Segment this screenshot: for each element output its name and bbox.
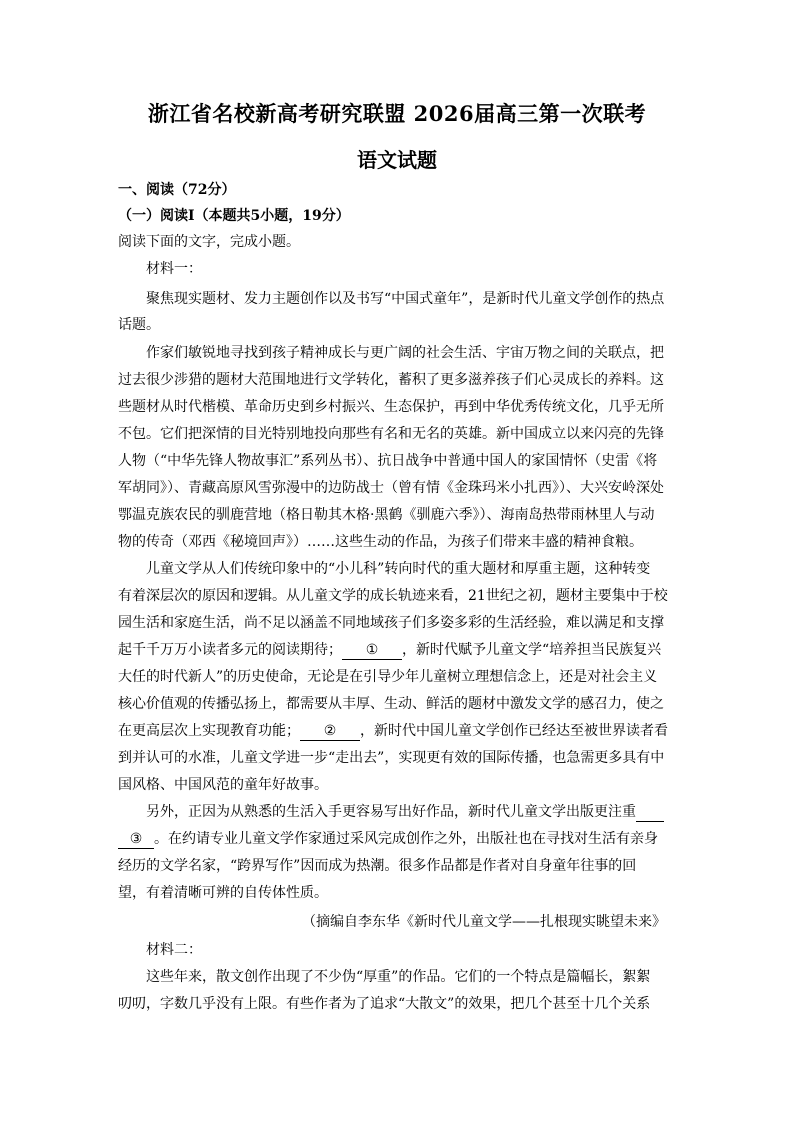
paragraph-line (118, 718, 668, 744)
paragraph-line (146, 799, 664, 825)
paragraph-line: 这些年来，散文创作出现了不少伪“厚重”的作品。它们的一个特点是篇幅长，絮絮 (146, 969, 651, 985)
instruction: 阅读下面的文字，完成小题。 (118, 234, 300, 250)
paragraph-line: 聚焦现实题材、发力主题创作以及书写“中国式童年”，是新时代儿童文学创作的热点 (146, 291, 665, 307)
material-1-label: 材料一： (146, 261, 202, 277)
text-segment: 另外，正因为从熟悉的生活入手更容易写出好作品，新时代儿童文学出版更注重 (146, 804, 636, 820)
paragraph-line: 物的传奇（邓西《秘境回声》）……这些生动的作品，为孩子们带来丰盛的精神食粮。 (118, 534, 643, 550)
paragraph-line (118, 826, 658, 852)
paragraph-line: 望，有着清晰可辨的自传体性质。 (118, 885, 328, 901)
paragraph-line: 作家们敏锐地寻找到孩子精神成长与更广阔的社会生活、宇宙万物之间的关联点，把 (146, 345, 664, 361)
paragraph-line: 过去很少涉猎的题材大范围地进行文学转化，蓄积了更多滋养孩子们心灵成长的养料。这 (118, 372, 664, 388)
paragraph-line: 鄂温克族农民的驯鹿营地（格日勒其木格·黑鹤《驯鹿六季》）、海南岛热带雨林里人与动 (118, 507, 655, 523)
text-segment: 起千千万万小读者多元的阅读期待； (118, 642, 342, 658)
paragraph-line: 国风格、中国风范的童年好故事。 (118, 777, 328, 793)
paragraph-line: 不包。它们把深情的目光特别地投向那些有名和无名的英雄。新中国成立以来闪亮的先锋 (118, 426, 664, 442)
fill-blank-3-start (636, 803, 664, 822)
paragraph-line: 园生活和家庭生活，尚不足以涵盖不同地域孩子们多姿多彩的生活经验，难以满足和支撑 (118, 615, 664, 631)
text-segment: ，新时代赋予儿童文学“培养担当民族复兴 (402, 642, 662, 658)
paragraph-line: 到并认可的水准，儿童文学进一步“走出去”，实现更有效的国际传播，也急需更多具有中 (118, 750, 665, 766)
paragraph-line (118, 637, 661, 663)
section-heading: 一、阅读（72分） (118, 182, 236, 198)
source-citation: （摘编自李东华《新时代儿童文学——扎根现实眺望未来》 (302, 914, 666, 930)
paragraph-line: 儿童文学从人们传统印象中的“小儿科”转向时代的重大题材和厚重主题，这种转变 (146, 561, 651, 577)
exam-title: 浙江省名校新高考研究联盟 2026届高三第一次联考 (147, 101, 647, 126)
text-segment: 在更高层次上实现教育功能； (118, 723, 300, 739)
paragraph-line: 叨叨，字数几乎没有上限。有些作者为了追求“大散文”的效果，把几个甚至十几个关系 (118, 996, 651, 1012)
exam-subtitle: 语文试题 (357, 148, 437, 172)
paragraph-line: 核心价值观的传播弘扬上，都需要从丰厚、生动、鲜活的题材中激发文学的感召力，使之 (118, 696, 664, 712)
paragraph-line: 大任的时代新人”的历史使命，无论是在引导少年儿童树立理想信念上，还是对社会主义 (118, 669, 658, 685)
paragraph-line: 经历的文学名家，“跨界写作”因而成为热潮。很多作品都是作者对自身童年往事的回 (118, 858, 637, 874)
paragraph-line: 些题材从时代楷模、革命历史到乡村振兴、生态保护，再到中华优秀传统文化，几乎无所 (118, 399, 664, 415)
fill-blank-2: ② (300, 722, 360, 741)
material-2-label: 材料二： (146, 942, 202, 958)
paragraph-line: 有着深层次的原因和逻辑。从儿童文学的成长轨迹来看，21世纪之初，题材主要集中于校 (118, 588, 668, 604)
paragraph-line: 军胡同》）、青藏高原风雪弥漫中的边防战士（曾有情《金珠玛米小扎西》）、大兴安岭深处 (118, 480, 664, 496)
paragraph-line: 话题。 (118, 317, 160, 333)
text-segment: ，新时代中国儿童文学创作已经达至被世界读者看 (360, 723, 668, 739)
text-segment: 。在约请专业儿童文学作家通过采风完成创作之外，出版社也在寻找对生活有亲身 (154, 831, 658, 847)
paragraph-line: 人物（“中华先锋人物故事汇”系列丛书）、抗日战争中普通中国人的家国情怀（史雷《将 (118, 453, 658, 469)
fill-blank-3: ③ (118, 830, 154, 849)
subsection-heading: （一）阅读Ⅰ（本题共5小题，19分） (118, 208, 350, 224)
fill-blank-1: ① (342, 641, 402, 660)
